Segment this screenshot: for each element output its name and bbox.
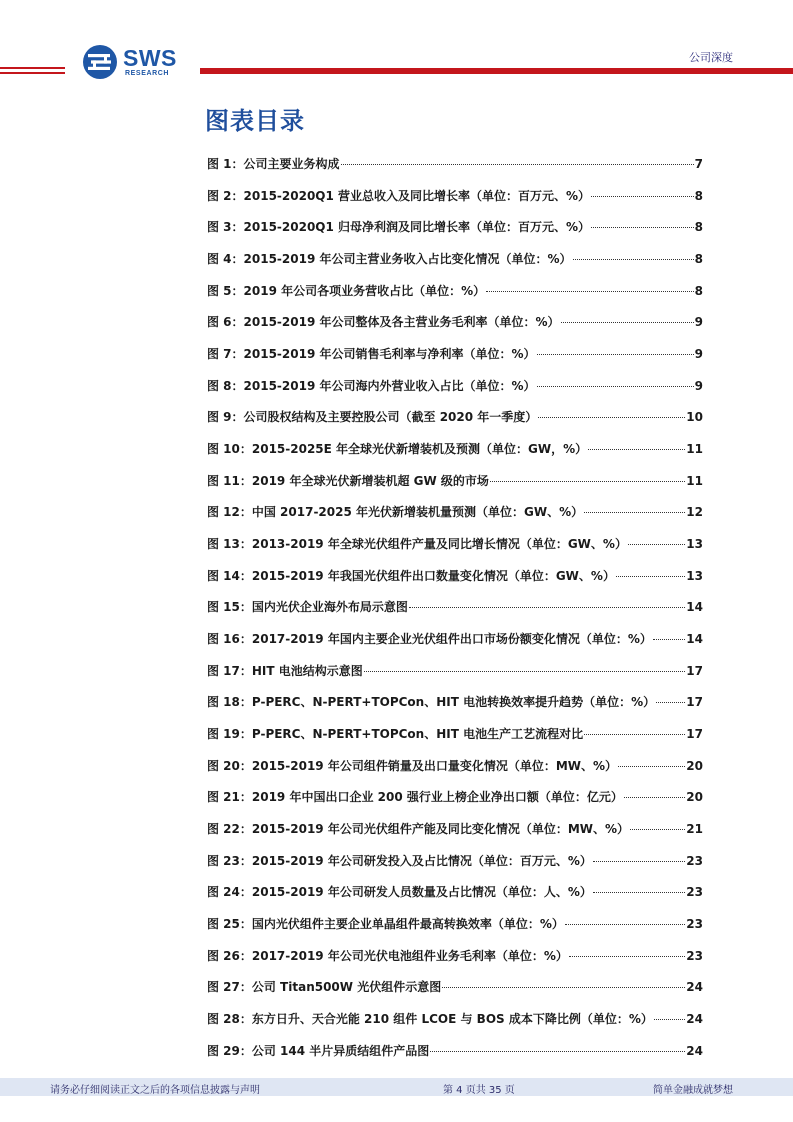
- toc-entry-label: 图 19：P-PERC、N-PERT+TOPCon、HIT 电池生产工艺流程对比: [207, 727, 584, 742]
- toc-entry-page: 17: [686, 663, 703, 678]
- toc-entry[interactable]: [207, 408, 703, 440]
- toc-entry-label: 图 14：2015-2019 年我国光伏组件出口数量变化情况（单位：GW、%）: [207, 568, 615, 583]
- toc-entry-page: 20: [686, 758, 703, 773]
- toc-entry-page: 24: [686, 1012, 703, 1027]
- toc-entry-label: 图 12：中国 2017-2025 年光伏新增装机量预测（单位：GW、%）: [207, 505, 584, 520]
- toc-entry-label: 图 21：2019 年中国出口企业 200 强行业上榜企业净出口额（单位：亿元）: [207, 790, 623, 805]
- toc-leader-dots: [588, 449, 685, 450]
- toc-entry[interactable]: [207, 1010, 703, 1042]
- toc-entry[interactable]: [207, 915, 703, 947]
- toc-leader-dots: [654, 1019, 685, 1020]
- toc-entry-label: 图 6：2015-2019 年公司整体及各主营业务毛利率（单位：%）: [207, 315, 560, 330]
- toc-leader-dots: [593, 892, 685, 893]
- toc-entry-label: 图 17：HIT 电池结构示意图: [207, 663, 363, 678]
- toc-entry-page: 20: [686, 790, 703, 805]
- toc-leader-dots: [584, 734, 685, 735]
- sws-logo-icon: [82, 44, 118, 80]
- toc-entry-label: 图 10：2015-2025E 年全球光伏新增装机及预测（单位：GW，%）: [207, 442, 588, 457]
- toc-entry[interactable]: [207, 947, 703, 979]
- toc-entry-label: 图 24：2015-2019 年公司研发人员数量及占比情况（单位：人、%）: [207, 885, 592, 900]
- header-rule-left-2: [0, 72, 65, 74]
- toc-entry[interactable]: [207, 313, 703, 345]
- toc-entry-page: 9: [694, 378, 703, 393]
- toc-leader-dots: [538, 417, 685, 418]
- toc-leader-dots: [584, 512, 685, 513]
- brand-name: SWS: [123, 45, 177, 71]
- toc-entry-page: 9: [694, 347, 703, 362]
- toc-entry-page: 13: [686, 568, 703, 583]
- header-rule-right: [200, 68, 793, 74]
- toc-entry-page: 23: [686, 885, 703, 900]
- toc-entry-page: 24: [686, 980, 703, 995]
- toc-leader-dots: [591, 227, 694, 228]
- toc-entry-label: 图 22：2015-2019 年公司光伏组件产能及同比变化情况（单位：MW、%）: [207, 822, 630, 837]
- toc-entry-page: 8: [694, 283, 703, 298]
- toc-entry[interactable]: [207, 282, 703, 314]
- toc-entry-label: 图 1：公司主要业务构成: [207, 157, 340, 171]
- footer-slogan: 简单金融成就梦想: [653, 1085, 733, 1096]
- toc-entry-label: 图 23：2015-2019 年公司研发投入及占比情况（单位：百万元、%）: [207, 853, 592, 868]
- toc-entry-label: 图 7：2015-2019 年公司销售毛利率与净利率（单位：%）: [207, 347, 536, 362]
- toc-entry-page: 10: [686, 410, 703, 425]
- toc-entry[interactable]: [207, 535, 703, 567]
- toc-entry-page: 17: [686, 695, 703, 710]
- toc-entry-label: 图 5：2019 年公司各项业务营收占比（单位：%）: [207, 283, 486, 298]
- toc-entry[interactable]: [207, 883, 703, 915]
- toc-entry-label: 图 16：2017-2019 年国内主要企业光伏组件出口市场份额变化情况（单位：%）: [207, 632, 652, 647]
- toc-entry-page: 7: [694, 157, 703, 171]
- toc-entry-page: 23: [686, 917, 703, 932]
- toc-entry-label: 图 4：2015-2019 年公司主营业务收入占比变化情况（单位：%）: [207, 252, 572, 267]
- toc-entry[interactable]: [207, 598, 703, 630]
- toc-entry-label: 图 2：2015-2020Q1 营业总收入及同比增长率（单位：百万元、%）: [207, 188, 591, 203]
- toc-entry-label: 图 27：公司 Titan500W 光伏组件示意图: [207, 980, 442, 995]
- toc-entry[interactable]: [207, 377, 703, 409]
- toc-entry[interactable]: [207, 725, 703, 757]
- toc-leader-dots: [591, 196, 694, 197]
- toc-leader-dots: [569, 956, 685, 957]
- toc-leader-dots: [364, 671, 686, 672]
- toc-entry-page: 17: [686, 727, 703, 742]
- toc-entry-label: 图 18：P-PERC、N-PERT+TOPCon、HIT 电池转换效率提升趋势（单位：%）: [207, 695, 656, 710]
- figure-table-of-contents: [207, 155, 703, 1073]
- toc-entry-label: 图 20：2015-2019 年公司组件销量及出口量变化情况（单位：MW、%）: [207, 758, 618, 773]
- toc-leader-dots: [573, 259, 694, 260]
- toc-entry-label: 图 9：公司股权结构及主要控股公司（截至 2020 年一季度）: [207, 410, 538, 425]
- toc-leader-dots: [561, 322, 694, 323]
- brand-subtitle: RESEARCH: [125, 70, 170, 77]
- toc-leader-dots: [653, 639, 685, 640]
- toc-leader-dots: [537, 354, 694, 355]
- toc-leader-dots: [565, 924, 685, 925]
- toc-leader-dots: [409, 607, 685, 608]
- toc-entry[interactable]: [207, 250, 703, 282]
- toc-entry[interactable]: [207, 757, 703, 789]
- toc-entry-page: 11: [686, 442, 703, 457]
- toc-entry[interactable]: [207, 662, 703, 694]
- toc-entry[interactable]: [207, 472, 703, 504]
- toc-entry-label: 图 8：2015-2019 年公司海内外营业收入占比（单位：%）: [207, 378, 536, 393]
- toc-leader-dots: [430, 1051, 685, 1052]
- toc-entry-page: 11: [686, 473, 703, 488]
- toc-leader-dots: [486, 291, 694, 292]
- toc-entry-page: 21: [686, 822, 703, 837]
- toc-entry[interactable]: [207, 187, 703, 219]
- toc-leader-dots: [341, 164, 694, 165]
- toc-entry-page: 14: [686, 600, 703, 615]
- toc-entry[interactable]: [207, 155, 703, 187]
- toc-entry-label: 图 13：2013-2019 年全球光伏组件产量及同比增长情况（单位：GW、%）: [207, 537, 627, 552]
- toc-entry-page: 13: [686, 537, 703, 552]
- toc-entry-label: 图 26：2017-2019 年公司光伏电池组件业务毛利率（单位：%）: [207, 948, 568, 963]
- footer-page-info: 第 4 页共 35 页: [443, 1085, 515, 1096]
- toc-entry-page: 23: [686, 853, 703, 868]
- toc-entry[interactable]: [207, 630, 703, 662]
- toc-entry[interactable]: [207, 567, 703, 599]
- toc-leader-dots: [624, 797, 685, 798]
- toc-entry[interactable]: [207, 1042, 703, 1074]
- toc-entry-page: 8: [694, 188, 703, 203]
- toc-entry[interactable]: [207, 345, 703, 377]
- toc-entry-label: 图 3：2015-2020Q1 归母净利润及同比增长率（单位：百万元、%）: [207, 220, 591, 235]
- toc-entry[interactable]: [207, 852, 703, 884]
- toc-leader-dots: [593, 861, 685, 862]
- toc-entry-label: 图 29：公司 144 半片异质结组件产品图: [207, 1043, 430, 1058]
- toc-entry-label: 图 25：国内光伏组件主要企业单晶组件最高转换效率（单位：%）: [207, 917, 564, 932]
- toc-leader-dots: [630, 829, 685, 830]
- toc-entry[interactable]: [207, 788, 703, 820]
- toc-leader-dots: [616, 576, 685, 577]
- toc-leader-dots: [490, 481, 685, 482]
- toc-entry[interactable]: [207, 440, 703, 472]
- toc-entry-page: 14: [686, 632, 703, 647]
- toc-entry-page: 8: [694, 220, 703, 235]
- toc-leader-dots: [628, 544, 685, 545]
- toc-entry-page: 24: [686, 1043, 703, 1058]
- toc-entry[interactable]: [207, 978, 703, 1010]
- toc-entry-label: 图 15：国内光伏企业海外布局示意图: [207, 600, 408, 615]
- toc-entry-page: 9: [694, 315, 703, 330]
- toc-entry[interactable]: [207, 693, 703, 725]
- toc-leader-dots: [537, 386, 694, 387]
- toc-entry[interactable]: [207, 218, 703, 250]
- toc-entry-label: 图 28：东方日升、天合光能 210 组件 LCOE 与 BOS 成本下降比例（单位：%）: [207, 1012, 653, 1027]
- footer-disclaimer: 请务必仔细阅读正文之后的各项信息披露与声明: [50, 1085, 260, 1096]
- toc-entry[interactable]: [207, 820, 703, 852]
- toc-leader-dots: [442, 987, 685, 988]
- page-title: 图表目录: [205, 107, 305, 135]
- toc-entry[interactable]: [207, 503, 703, 535]
- header-rule-left: [0, 67, 65, 69]
- report-category: 公司深度: [689, 51, 733, 64]
- toc-leader-dots: [656, 702, 685, 703]
- toc-entry-page: 23: [686, 948, 703, 963]
- toc-entry-label: 图 11：2019 年全球光伏新增装机超 GW 级的市场: [207, 473, 489, 488]
- toc-entry-page: 12: [686, 505, 703, 520]
- sws-logo: [82, 42, 192, 84]
- toc-entry-page: 8: [694, 252, 703, 267]
- toc-leader-dots: [618, 766, 685, 767]
